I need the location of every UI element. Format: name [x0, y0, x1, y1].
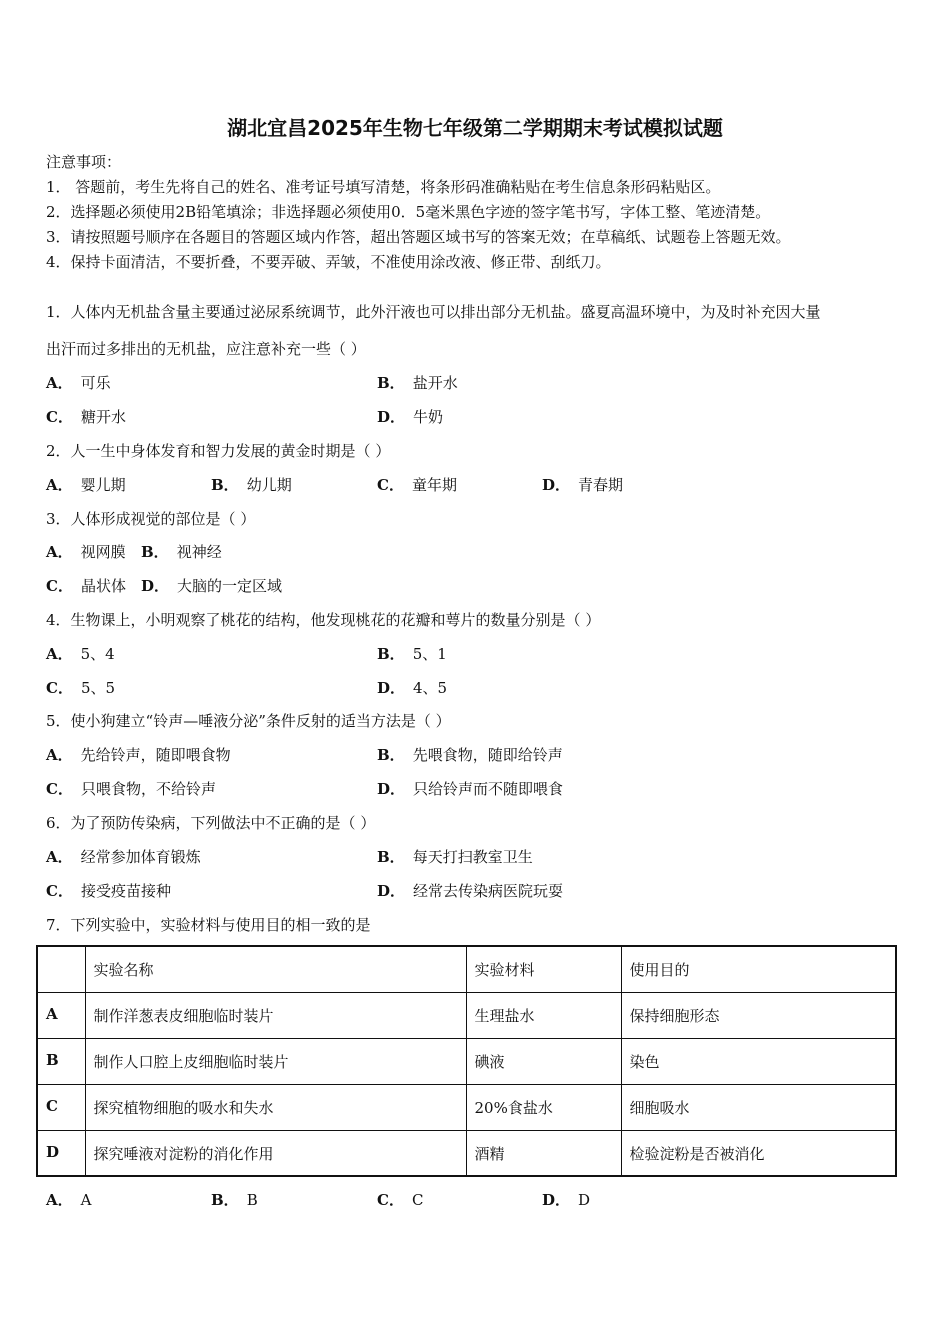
option-d [377, 678, 447, 698]
option-text: D [578, 1191, 591, 1209]
option-text: 只给铃声而不随即喂食 [413, 780, 564, 798]
option-d [542, 475, 623, 495]
option-text: 只喂食物，不给铃声 [80, 780, 216, 798]
option-letter: C． [46, 679, 73, 697]
table-cell: 制作洋葱表皮细胞临时装片 [85, 992, 466, 1038]
option-text: 先给铃声，随即喂食物 [80, 746, 231, 764]
notice-item: 2．选择题必须使用2B铅笔填涂；非选择题必须使用0．5毫米黑色字迹的签字笔书写，字体工整、笔迹清楚。 [46, 203, 771, 221]
option-text: 接受疫苗接种 [80, 882, 171, 900]
table-cell: A [37, 992, 85, 1038]
option-d [141, 576, 282, 596]
option-text: 童年期 [411, 476, 457, 494]
option-letter: A． [46, 645, 73, 663]
option-text: 青春期 [578, 476, 624, 494]
option-text: 视网膜 [80, 543, 126, 561]
option-a [46, 373, 111, 393]
option-b [377, 745, 563, 765]
table-header-cell: 实验名称 [85, 946, 466, 992]
table-cell: 碘液 [466, 1038, 621, 1084]
table-row [37, 1084, 896, 1130]
option-text: A [80, 1191, 92, 1209]
page-title: 湖北宜昌2025年生物七年级第二学期期末考试模拟试题 [227, 116, 723, 140]
option-c [46, 678, 115, 698]
option-letter: D． [377, 780, 406, 798]
experiment-table [36, 945, 897, 1177]
notice-heading: 注意事项： [46, 153, 122, 171]
option-text: 先喂食物，随即给铃声 [412, 746, 563, 764]
option-text: 大脑的一定区域 [177, 577, 283, 595]
option-text: 可乐 [80, 374, 111, 392]
question-stem: 4．生物课上，小明观察了桃花的结构，他发现桃花的花瓣和萼片的数量分别是（ ） [46, 611, 601, 629]
table-cell: 保持细胞形态 [621, 992, 896, 1038]
question-stem: 出汗而过多排出的无机盐，应注意补充一些（ ） [46, 340, 366, 358]
option-a [46, 1190, 91, 1210]
option-c [46, 407, 126, 427]
table-header-cell: 实验材料 [466, 946, 621, 992]
option-b [141, 542, 222, 562]
option-letter: C． [377, 476, 404, 494]
option-c [46, 576, 126, 596]
option-letter: C． [46, 577, 73, 595]
option-letter: D． [377, 679, 406, 697]
notice-item: 4．保持卡面清洁，不要折叠，不要弄破、弄皱，不准使用涂改液、修正带、刮纸刀。 [46, 253, 611, 271]
option-text: 晶状体 [80, 577, 126, 595]
table-cell: C [37, 1084, 85, 1130]
option-b [377, 847, 533, 867]
option-b [377, 644, 447, 664]
option-letter: C． [46, 780, 73, 798]
option-b [211, 475, 292, 495]
option-text: 牛奶 [413, 408, 444, 426]
option-d [377, 407, 443, 427]
option-letter: A． [46, 476, 73, 494]
option-letter: B． [211, 476, 239, 494]
option-b [211, 1190, 258, 1210]
option-letter: B． [377, 848, 405, 866]
option-a [46, 542, 126, 562]
question-stem: 2．人一生中身体发育和智力发展的黄金时期是（ ） [46, 442, 391, 460]
option-letter: D． [377, 882, 406, 900]
option-b [377, 373, 458, 393]
table-row [37, 992, 896, 1038]
table-header-cell: 使用目的 [621, 946, 896, 992]
option-letter: B． [141, 543, 169, 561]
option-text: 5、5 [80, 679, 116, 697]
option-text: 婴儿期 [80, 476, 126, 494]
question-stem: 6．为了预防传染病，下列做法中不正确的是（ ） [46, 814, 376, 832]
option-letter: A． [46, 848, 73, 866]
notice-item: 3．请按照题号顺序在各题目的答题区域内作答，超出答题区域书写的答案无效；在草稿纸、试题卷上答题无效。 [46, 228, 791, 246]
option-letter: D． [542, 1191, 571, 1209]
question-stem: 1．人体内无机盐含量主要通过泌尿系统调节，此外汗液也可以排出部分无机盐。盛夏高温环境中，为及时补充因大量 [46, 303, 821, 321]
option-letter: A． [46, 543, 73, 561]
option-letter: D． [542, 476, 571, 494]
option-letter: B． [377, 645, 405, 663]
option-text: 经常参加体育锻炼 [80, 848, 201, 866]
option-text: 5、1 [412, 645, 447, 663]
option-text: 5、4 [80, 645, 115, 663]
option-letter: C． [377, 1191, 404, 1209]
table-cell: D [37, 1130, 85, 1176]
option-letter: A． [46, 1191, 73, 1209]
table-cell: 酒精 [466, 1130, 621, 1176]
option-letter: C． [46, 882, 73, 900]
option-text: 每天打扫教室卫生 [412, 848, 533, 866]
table-header-row [37, 946, 896, 992]
option-letter: B． [377, 746, 405, 764]
option-text: 盐开水 [412, 374, 458, 392]
option-a [46, 745, 231, 765]
option-text: 糖开水 [80, 408, 126, 426]
question-stem: 3．人体形成视觉的部位是（ ） [46, 510, 256, 528]
option-c [377, 1190, 423, 1210]
option-text: 4、5 [413, 679, 448, 697]
option-d [377, 881, 563, 901]
option-letter: A． [46, 746, 73, 764]
option-d [377, 779, 563, 799]
option-letter: B． [377, 374, 405, 392]
table-cell: 探究唾液对淀粉的消化作用 [85, 1130, 466, 1176]
notice-item: 1． 答题前，考生先将自己的姓名、准考证号填写清楚，将条形码准确粘贴在考生信息条形码粘贴区。 [46, 178, 721, 196]
table-cell: 染色 [621, 1038, 896, 1084]
question-stem: 7．下列实验中，实验材料与使用目的相一致的是 [46, 916, 371, 934]
table-cell: 检验淀粉是否被消化 [621, 1130, 896, 1176]
option-a [46, 847, 201, 867]
table-cell: 细胞吸水 [621, 1084, 896, 1130]
option-d [542, 1190, 590, 1210]
table-row [37, 1038, 896, 1084]
option-text: 幼儿期 [246, 476, 292, 494]
option-letter: C． [46, 408, 73, 426]
table-cell: 制作人口腔上皮细胞临时装片 [85, 1038, 466, 1084]
option-letter: D． [141, 577, 170, 595]
option-c [377, 475, 457, 495]
option-a [46, 644, 115, 664]
table-header-cell [37, 946, 85, 992]
question-stem: 5．使小狗建立“铃声—唾液分泌”条件反射的适当方法是（ ） [46, 712, 451, 730]
option-a [46, 475, 126, 495]
option-text: 经常去传染病医院玩耍 [413, 882, 564, 900]
option-letter: A． [46, 374, 73, 392]
table-cell: 生理盐水 [466, 992, 621, 1038]
table-cell: 探究植物细胞的吸水和失水 [85, 1084, 466, 1130]
table-cell: 20%食盐水 [466, 1084, 621, 1130]
option-letter: B． [211, 1191, 239, 1209]
option-letter: D． [377, 408, 406, 426]
table-cell: B [37, 1038, 85, 1084]
option-c [46, 779, 216, 799]
option-c [46, 881, 171, 901]
option-text: 视神经 [176, 543, 222, 561]
option-text: C [411, 1191, 424, 1209]
table-row [37, 1130, 896, 1176]
option-text: B [246, 1191, 258, 1209]
